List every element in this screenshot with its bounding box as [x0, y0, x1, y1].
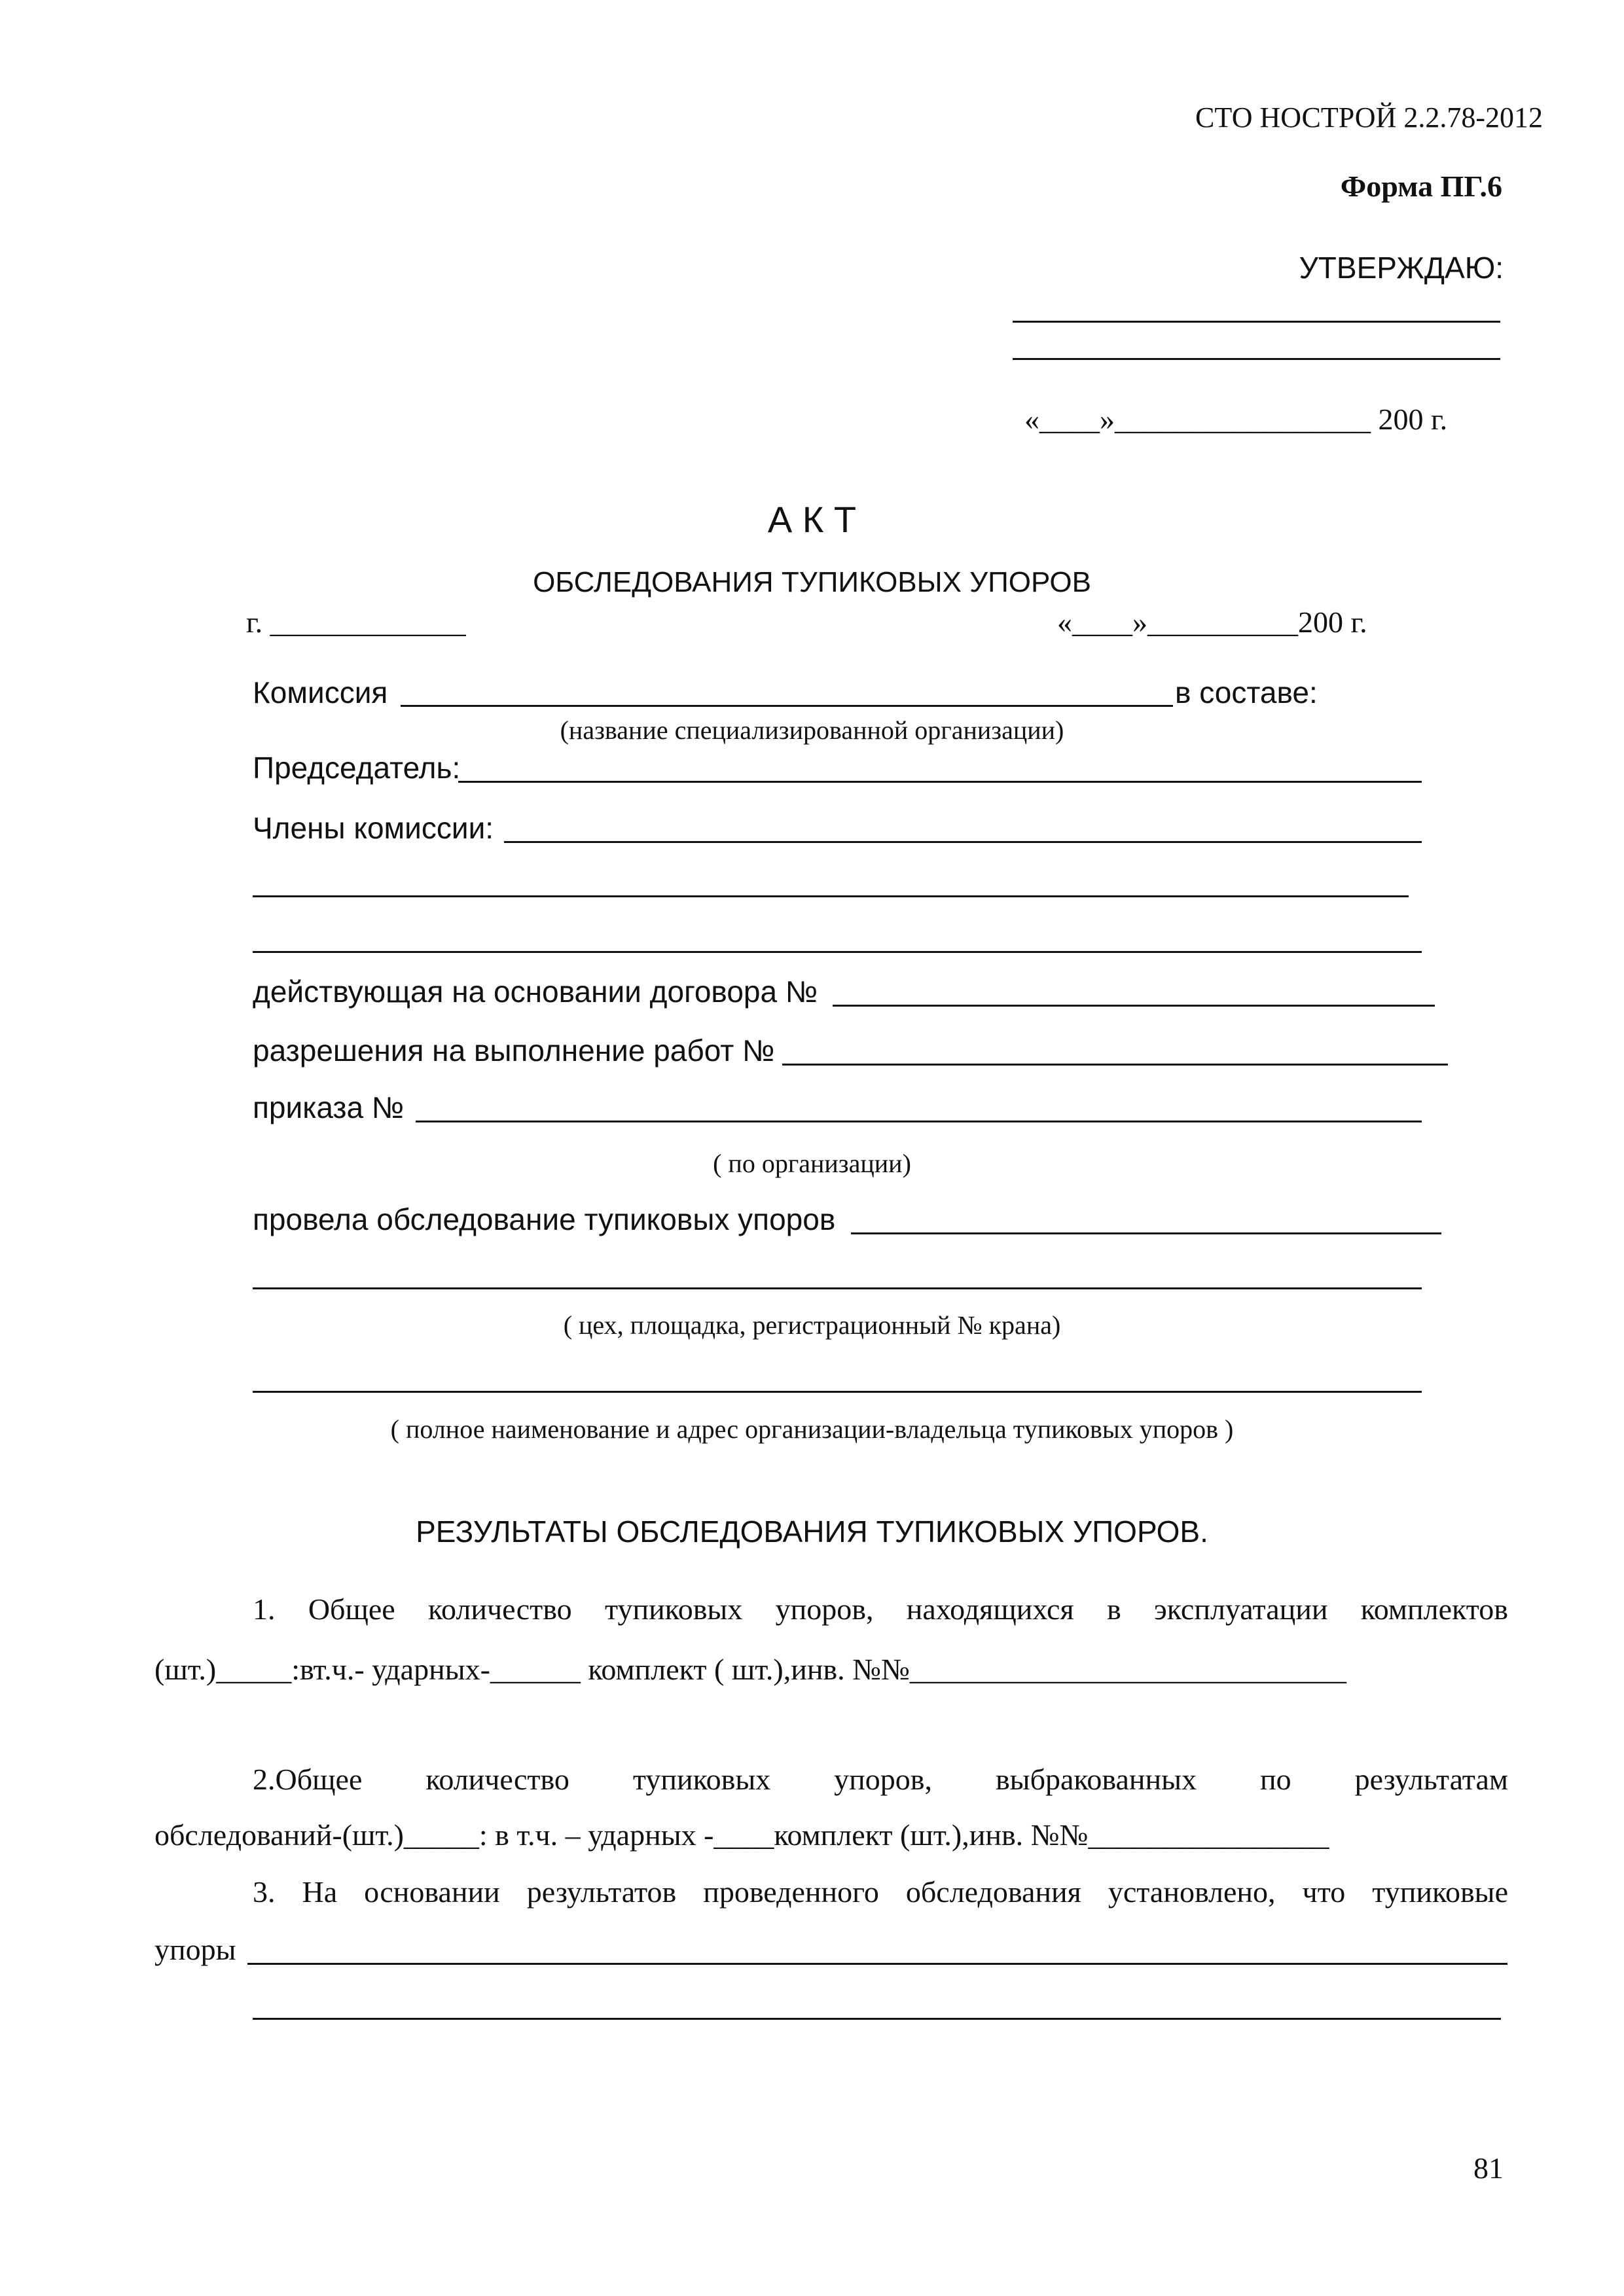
chairman-line[interactable] [458, 781, 1422, 783]
members-line-3[interactable] [253, 951, 1422, 953]
permit-label: разрешения на выполнение работ № [253, 1033, 775, 1067]
survey-line[interactable] [851, 1232, 1441, 1234]
result-item-2-line-1: 2.Общее количество тупиковых упоров, выбракованных по результатам [253, 1765, 1508, 1796]
document-title: А К Т [767, 499, 857, 540]
approve-date[interactable]: «____»_________________ 200 г. [1024, 403, 1448, 436]
result-item-1-line-1: 1. Общее количество тупиковых упоров, находящихся в эксплуатации комплектов [253, 1594, 1508, 1626]
result-item-3-label: упоры [154, 1933, 236, 1966]
result-item-2-line-2[interactable]: обследований-(шт.)_____: в т.ч. – ударных -____комплект (шт.),инв. №№________________ [154, 1818, 1329, 1852]
approve-signature-line-1[interactable] [1013, 321, 1500, 323]
owner-hint: ( полное наименование и адрес организации-владельца тупиковых упоров ) [390, 1414, 1234, 1444]
result-item-1-line-2[interactable]: (шт.)_____:вт.ч.- ударных-______ комплект ( шт.),инв. №№_____________________________ [154, 1653, 1346, 1686]
location-hint: ( цех, площадка, регистрационный № крана) [563, 1310, 1061, 1340]
standard-code: СТО НОСТРОЙ 2.2.78-2012 [1195, 101, 1543, 134]
commission-suffix: в составе: [1175, 675, 1318, 709]
contract-label: действующая на основании договора № [253, 975, 818, 1009]
results-heading: РЕЗУЛЬТАТЫ ОБСЛЕДОВАНИЯ ТУПИКОВЫХ УПОРОВ. [416, 1515, 1208, 1549]
owner-line[interactable] [253, 1391, 1422, 1393]
form-label: Форма ПГ.6 [1340, 170, 1502, 203]
members-label: Члены комиссии: [253, 811, 494, 845]
order-label: приказа № [253, 1090, 405, 1124]
chairman-label: Председатель: [253, 751, 461, 785]
act-date-field[interactable]: «____»__________200 г. [1057, 605, 1367, 639]
survey-line-2[interactable] [253, 1287, 1422, 1289]
order-hint: ( по организации) [713, 1149, 911, 1178]
city-field[interactable]: г. _____________ [246, 605, 466, 639]
page-number: 81 [1473, 2151, 1504, 2185]
survey-label: провела обследование тупиковых упоров [253, 1202, 836, 1236]
commission-label: Комиссия [253, 675, 388, 709]
commission-hint: (название специализированной организации) [560, 715, 1064, 745]
order-line[interactable] [416, 1121, 1422, 1122]
approve-signature-line-2[interactable] [1013, 358, 1500, 360]
commission-org-line[interactable] [401, 705, 1173, 707]
result-item-3-line-1: 3. На основании результатов проведенного обследования установлено, что тупиковые [253, 1877, 1508, 1909]
contract-line[interactable] [833, 1005, 1435, 1007]
members-line-2[interactable] [253, 895, 1409, 897]
permit-line[interactable] [782, 1064, 1448, 1066]
result-item-3-line[interactable] [247, 1963, 1507, 1965]
document-subtitle: ОБСЛЕДОВАНИЯ ТУПИКОВЫХ УПОРОВ [533, 566, 1091, 598]
members-line-1[interactable] [504, 841, 1422, 843]
approve-label: УТВЕРЖДАЮ: [1299, 251, 1504, 285]
result-item-3-line-2[interactable] [253, 2018, 1501, 2020]
